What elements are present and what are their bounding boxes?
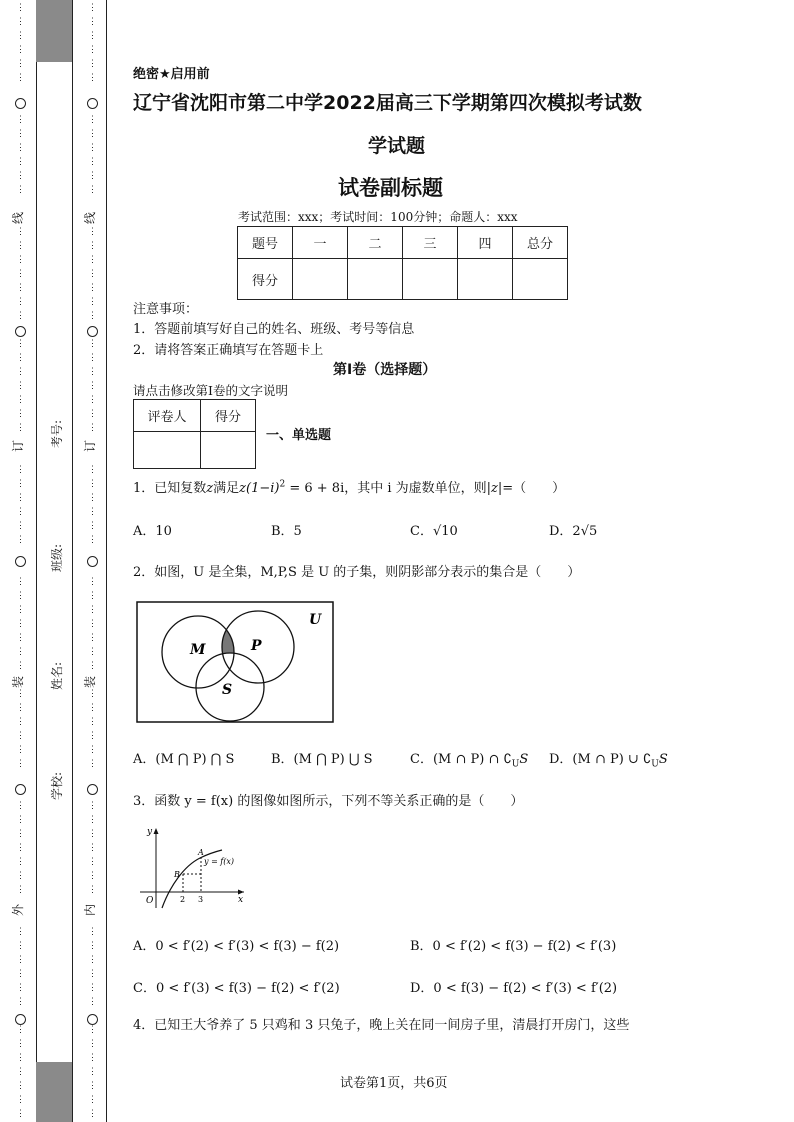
cut-line-dots: ⋮ bbox=[88, 605, 97, 615]
cut-line-dots: ⋮ bbox=[88, 997, 97, 1007]
grader-cell[interactable] bbox=[201, 432, 256, 469]
cut-line-dots: ⋮ bbox=[16, 591, 25, 601]
binding-hole-circle bbox=[15, 326, 26, 337]
score-header: 总分 bbox=[513, 227, 568, 259]
cut-line-dots: ⋮ bbox=[88, 1067, 97, 1077]
venn-label-u: U bbox=[309, 612, 322, 628]
cut-line-dots: ⋮ bbox=[88, 115, 97, 125]
cut-line-dots: ⋮ bbox=[16, 521, 25, 531]
cut-line-dots: ⋮ bbox=[88, 129, 97, 139]
venn-label-m: M bbox=[190, 642, 206, 658]
cut-line-dots: ⋮ bbox=[88, 269, 97, 279]
cut-line-dots: ⋮ bbox=[16, 969, 25, 979]
binding-hole-circle bbox=[87, 556, 98, 567]
cut-line-dots: ⋮ bbox=[16, 815, 25, 825]
cut-line-dots: ⋮ bbox=[88, 955, 97, 965]
page-subtitle: 试卷副标题 bbox=[338, 176, 443, 200]
cut-line-dots: ⋮ bbox=[16, 703, 25, 713]
strip-border-mid bbox=[72, 0, 73, 1122]
cut-line-dots: ⋮ bbox=[88, 185, 97, 195]
page-title-line2: 学试题 bbox=[368, 135, 426, 157]
cut-line-dots: ⋮ bbox=[16, 241, 25, 251]
notes-title: 注意事项： bbox=[133, 302, 199, 317]
cut-line-dots: ⋮ bbox=[88, 59, 97, 69]
score-row-label: 得分 bbox=[238, 259, 293, 300]
cut-line-dots: ⋮ bbox=[88, 843, 97, 853]
cut-line-dots: ⋮ bbox=[88, 157, 97, 167]
binding-hole-circle bbox=[87, 1014, 98, 1025]
cut-line-dots: ⋮ bbox=[16, 1067, 25, 1077]
venn-label-p: P bbox=[251, 638, 262, 654]
cut-line-dots: ⋮ bbox=[16, 745, 25, 755]
q1-stem-text: 满足 bbox=[213, 481, 240, 496]
graph-label-x: x bbox=[238, 895, 244, 905]
page-footer: 试卷第1页，共6页 bbox=[340, 1076, 448, 1091]
q1-option-c[interactable]: C．√10 bbox=[410, 524, 458, 539]
cut-line-dots: ⋮ bbox=[88, 395, 97, 405]
cut-line-dots: ⋮ bbox=[88, 871, 97, 881]
cut-line-dots: ⋮ bbox=[88, 731, 97, 741]
cut-line-dots: ⋮ bbox=[16, 423, 25, 433]
strip-border-right bbox=[106, 0, 107, 1122]
cut-line-dots: ⋮ bbox=[88, 423, 97, 433]
cut-line-dots: ⋮ bbox=[88, 829, 97, 839]
score-header: 题号 bbox=[238, 227, 293, 259]
question-2-stem: 2．如图，U 是全集，M,P,S 是 U 的子集，则阴影部分表示的集合是（ ） bbox=[133, 565, 581, 580]
cut-line-dots: ⋮ bbox=[88, 479, 97, 489]
cut-line-dots: ⋮ bbox=[16, 955, 25, 965]
cut-line-dots: ⋮ bbox=[16, 1081, 25, 1091]
venn-diagram bbox=[136, 601, 334, 723]
q1-option-b[interactable]: B．5 bbox=[271, 524, 302, 539]
cut-line-dots: ⋮ bbox=[16, 185, 25, 195]
cut-line-dots: ⋮ bbox=[88, 3, 97, 13]
cut-line-dots: ⋮ bbox=[88, 969, 97, 979]
cut-line-dots: ⋮ bbox=[16, 717, 25, 727]
cut-line-dots: ⋮ bbox=[16, 927, 25, 937]
cut-line-dots: ⋮ bbox=[88, 857, 97, 867]
grader-cell[interactable] bbox=[134, 432, 201, 469]
score-header: 一 bbox=[293, 227, 348, 259]
cut-line-dots: ⋮ bbox=[16, 1039, 25, 1049]
binding-char-outer: 订 bbox=[11, 440, 25, 453]
cut-line-dots: ⋮ bbox=[16, 759, 25, 769]
field-school: 学校: bbox=[50, 771, 64, 800]
binding-char-outer: 装 bbox=[11, 676, 25, 689]
binding-hole-circle bbox=[15, 784, 26, 795]
cut-line-dots: ⋮ bbox=[88, 661, 97, 671]
cut-line-dots: ⋮ bbox=[88, 227, 97, 237]
q1-equation: z(1−i) bbox=[239, 481, 280, 496]
cut-line-dots: ⋮ bbox=[16, 885, 25, 895]
cut-line-dots: ⋮ bbox=[88, 689, 97, 699]
binding-hole-circle bbox=[87, 326, 98, 337]
binding-char-inner: 线 bbox=[83, 212, 97, 225]
cut-line-dots: ⋮ bbox=[88, 703, 97, 713]
secret-label: 绝密★启用前 bbox=[133, 67, 210, 82]
cut-line-dots: ⋮ bbox=[88, 1025, 97, 1035]
cut-line-dots: ⋮ bbox=[16, 283, 25, 293]
cut-line-dots: ⋮ bbox=[16, 997, 25, 1007]
cut-line-dots: ⋮ bbox=[88, 1039, 97, 1049]
field-class: 班级: bbox=[50, 543, 64, 572]
q1-exponent: 2 bbox=[279, 479, 286, 490]
cut-line-dots: ⋮ bbox=[88, 815, 97, 825]
cut-line-dots: ⋮ bbox=[88, 507, 97, 517]
cut-line-dots: ⋮ bbox=[88, 311, 97, 321]
cut-line-dots: ⋮ bbox=[16, 983, 25, 993]
question-1-stem bbox=[133, 477, 565, 496]
venn-label-s: S bbox=[222, 682, 233, 698]
cut-line-dots: ⋮ bbox=[88, 717, 97, 727]
q1-var-z: z bbox=[206, 481, 214, 496]
cut-line-dots: ⋮ bbox=[16, 577, 25, 587]
cut-line-dots: ⋮ bbox=[88, 577, 97, 587]
section-hint: 请点击修改第I卷的文字说明 bbox=[133, 383, 288, 398]
score-header: 四 bbox=[458, 227, 513, 259]
cut-line-dots: ⋮ bbox=[88, 353, 97, 363]
cut-line-dots: ⋮ bbox=[88, 885, 97, 895]
graph-tick-2: 2 bbox=[180, 895, 186, 904]
cut-line-dots: ⋮ bbox=[16, 17, 25, 27]
cut-line-dots: ⋮ bbox=[16, 255, 25, 265]
graph-label-a: A bbox=[198, 848, 204, 857]
cut-line-dots: ⋮ bbox=[16, 633, 25, 643]
graph-label-y: y bbox=[147, 827, 153, 837]
grader-header: 得分 bbox=[201, 400, 256, 432]
cut-line-dots: ⋮ bbox=[88, 283, 97, 293]
cut-line-dots: ⋮ bbox=[16, 801, 25, 811]
graph-y-arrow bbox=[154, 828, 159, 834]
cut-line-dots: ⋮ bbox=[16, 1109, 25, 1119]
cut-line-dots: ⋮ bbox=[88, 493, 97, 503]
cut-line-dots: ⋮ bbox=[16, 129, 25, 139]
cut-line-dots: ⋮ bbox=[16, 507, 25, 517]
notes-item: 1．答题前填写好自己的姓名、班级、考号等信息 bbox=[133, 322, 415, 337]
strip-border-left bbox=[36, 0, 37, 1122]
cut-line-dots: ⋮ bbox=[16, 353, 25, 363]
cut-line-dots: ⋮ bbox=[16, 311, 25, 321]
cut-line-dots: ⋮ bbox=[16, 731, 25, 741]
cut-line-dots: ⋮ bbox=[16, 59, 25, 69]
graph-curve-label: y = f(x) bbox=[204, 857, 235, 866]
section-title: 第I卷（选择题） bbox=[333, 362, 437, 378]
cut-line-dots: ⋮ bbox=[16, 297, 25, 307]
cut-line-dots: ⋮ bbox=[88, 801, 97, 811]
cut-line-dots: ⋮ bbox=[88, 633, 97, 643]
cut-line-dots: ⋮ bbox=[88, 17, 97, 27]
cut-line-dots: ⋮ bbox=[16, 395, 25, 405]
binding-char-inner: 装 bbox=[83, 676, 97, 689]
cut-line-dots: ⋮ bbox=[16, 871, 25, 881]
grader-header: 评卷人 bbox=[134, 400, 201, 432]
field-name: 姓名: bbox=[50, 661, 64, 690]
binding-hole-circle bbox=[87, 98, 98, 109]
cut-line-dots: ⋮ bbox=[88, 1081, 97, 1091]
score-cell[interactable] bbox=[348, 259, 403, 300]
cut-line-dots: ⋮ bbox=[16, 857, 25, 867]
score-header: 二 bbox=[348, 227, 403, 259]
q1-abs-z: |z| bbox=[486, 481, 503, 496]
cut-line-dots: ⋮ bbox=[88, 647, 97, 657]
cut-line-dots: ⋮ bbox=[88, 521, 97, 531]
graph-label-origin: O bbox=[146, 896, 154, 906]
cut-line-dots: ⋮ bbox=[16, 73, 25, 83]
cut-line-dots: ⋮ bbox=[88, 1095, 97, 1105]
cut-line-dots: ⋮ bbox=[16, 843, 25, 853]
cut-line-dots: ⋮ bbox=[16, 941, 25, 951]
q2-option-b[interactable]: B．(M ⋂ P) ⋃ S bbox=[271, 752, 373, 767]
cut-line-dots: ⋮ bbox=[16, 143, 25, 153]
exam-info: 考试范围：xxx；考试时间：100分钟；命题人：xxx bbox=[238, 210, 518, 224]
question-4-stem: 4．已知王大爷养了 5 只鸡和 3 只兔子，晚上关在同一间房子里，清晨打开房门，这些 bbox=[133, 1018, 630, 1033]
score-cell[interactable] bbox=[513, 259, 568, 300]
strip-gray-bottom bbox=[36, 1062, 72, 1122]
cut-line-dots: ⋮ bbox=[88, 759, 97, 769]
strip-gray-top bbox=[36, 0, 72, 62]
part-title: 一、单选题 bbox=[266, 428, 332, 443]
score-table bbox=[237, 226, 568, 300]
cut-line-dots: ⋮ bbox=[88, 1109, 97, 1119]
function-graph bbox=[134, 824, 252, 910]
score-cell[interactable] bbox=[293, 259, 348, 300]
q2-option-c[interactable]: C．(M ∩ P) ∩ $∁_US$ bbox=[410, 752, 529, 770]
cut-line-dots: ⋮ bbox=[88, 745, 97, 755]
cut-line-dots: ⋮ bbox=[16, 829, 25, 839]
cut-line-dots: ⋮ bbox=[88, 367, 97, 377]
binding-hole-circle bbox=[87, 784, 98, 795]
cut-line-dots: ⋮ bbox=[88, 339, 97, 349]
cut-line-dots: ⋮ bbox=[16, 171, 25, 181]
cut-line-dots: ⋮ bbox=[16, 269, 25, 279]
cut-line-dots: ⋮ bbox=[16, 409, 25, 419]
q1-option-d[interactable]: D．2√5 bbox=[549, 524, 598, 539]
cut-line-dots: ⋮ bbox=[88, 941, 97, 951]
cut-line-dots: ⋮ bbox=[88, 73, 97, 83]
q1-option-a[interactable]: A．10 bbox=[133, 524, 172, 539]
cut-line-dots: ⋮ bbox=[88, 255, 97, 265]
q3-option-a[interactable]: A．0 < f′(2) < f′(3) < f(3) − f(2) bbox=[133, 939, 340, 954]
q1-stem-text: =（ ） bbox=[502, 481, 566, 496]
cut-line-dots: ⋮ bbox=[88, 297, 97, 307]
cut-line-dots: ⋮ bbox=[16, 227, 25, 237]
q3-option-b[interactable]: B．0 < f′(2) < f(3) − f(2) < f′(3) bbox=[410, 939, 617, 954]
question-3-stem: 3．函数 y = f(x) 的图像如图所示，下列不等关系正确的是（ ） bbox=[133, 794, 524, 809]
cut-line-dots: ⋮ bbox=[16, 1025, 25, 1035]
cut-line-dots: ⋮ bbox=[88, 535, 97, 545]
cut-line-dots: ⋮ bbox=[16, 115, 25, 125]
grader-table bbox=[133, 399, 256, 469]
q1-stem-text: ，其中 i 为虚数单位，则 bbox=[344, 481, 487, 496]
q2-option-a[interactable]: A．(M ⋂ P) ⋂ S bbox=[133, 752, 235, 767]
cut-line-dots: ⋮ bbox=[88, 241, 97, 251]
cut-line-dots: ⋮ bbox=[88, 143, 97, 153]
cut-line-dots: ⋮ bbox=[16, 661, 25, 671]
cut-line-dots: ⋮ bbox=[88, 45, 97, 55]
cut-line-dots: ⋮ bbox=[16, 479, 25, 489]
graph-tick-3: 3 bbox=[198, 895, 204, 904]
cut-line-dots: ⋮ bbox=[88, 31, 97, 41]
q3-option-d[interactable]: D．0 < f(3) − f(2) < f′(3) < f′(2) bbox=[410, 981, 618, 996]
cut-line-dots: ⋮ bbox=[16, 493, 25, 503]
cut-line-dots: ⋮ bbox=[88, 381, 97, 391]
score-cell[interactable] bbox=[403, 259, 458, 300]
binding-hole-circle bbox=[15, 98, 26, 109]
cut-line-dots: ⋮ bbox=[16, 605, 25, 615]
notes-item: 2．请将答案正确填写在答题卡上 bbox=[133, 343, 324, 358]
binding-char-outer: 外 bbox=[11, 904, 25, 917]
cut-line-dots: ⋮ bbox=[88, 171, 97, 181]
cut-line-dots: ⋮ bbox=[16, 157, 25, 167]
binding-hole-circle bbox=[15, 556, 26, 567]
cut-line-dots: ⋮ bbox=[16, 339, 25, 349]
q1-equation-rhs: = 6 + 8i bbox=[285, 481, 345, 496]
cut-line-dots: ⋮ bbox=[88, 619, 97, 629]
cut-line-dots: ⋮ bbox=[16, 1095, 25, 1105]
cut-line-dots: ⋮ bbox=[88, 1053, 97, 1063]
cut-line-dots: ⋮ bbox=[16, 3, 25, 13]
cut-line-dots: ⋮ bbox=[88, 465, 97, 475]
cut-line-dots: ⋮ bbox=[16, 619, 25, 629]
binding-char-inner: 订 bbox=[83, 440, 97, 453]
cut-line-dots: ⋮ bbox=[16, 381, 25, 391]
binding-hole-circle bbox=[15, 1014, 26, 1025]
score-cell[interactable] bbox=[458, 259, 513, 300]
cut-line-dots: ⋮ bbox=[88, 983, 97, 993]
cut-line-dots: ⋮ bbox=[88, 927, 97, 937]
cut-line-dots: ⋮ bbox=[16, 1053, 25, 1063]
cut-line-dots: ⋮ bbox=[16, 45, 25, 55]
cut-line-dots: ⋮ bbox=[16, 31, 25, 41]
cut-line-dots: ⋮ bbox=[16, 535, 25, 545]
binding-char-outer: 线 bbox=[11, 212, 25, 225]
q1-stem-text: 1．已知复数 bbox=[133, 481, 207, 496]
q2-option-d[interactable]: D．(M ∩ P) ∪ $∁_US$ bbox=[549, 752, 668, 770]
q3-option-c[interactable]: C．0 < f′(3) < f(3) − f(2) < f′(2) bbox=[133, 981, 340, 996]
cut-line-dots: ⋮ bbox=[16, 367, 25, 377]
cut-line-dots: ⋮ bbox=[88, 591, 97, 601]
page-title-line1: 辽宁省沈阳市第二中学2022届高三下学期第四次模拟考试数 bbox=[133, 92, 642, 114]
graph-label-b: B bbox=[174, 870, 180, 879]
cut-line-dots: ⋮ bbox=[16, 647, 25, 657]
field-exam-number: 考号: bbox=[50, 419, 64, 448]
binding-char-inner: 内 bbox=[83, 904, 97, 917]
cut-line-dots: ⋮ bbox=[88, 409, 97, 419]
score-header: 三 bbox=[403, 227, 458, 259]
cut-line-dots: ⋮ bbox=[16, 465, 25, 475]
cut-line-dots: ⋮ bbox=[16, 689, 25, 699]
graph-x-arrow bbox=[238, 890, 244, 895]
